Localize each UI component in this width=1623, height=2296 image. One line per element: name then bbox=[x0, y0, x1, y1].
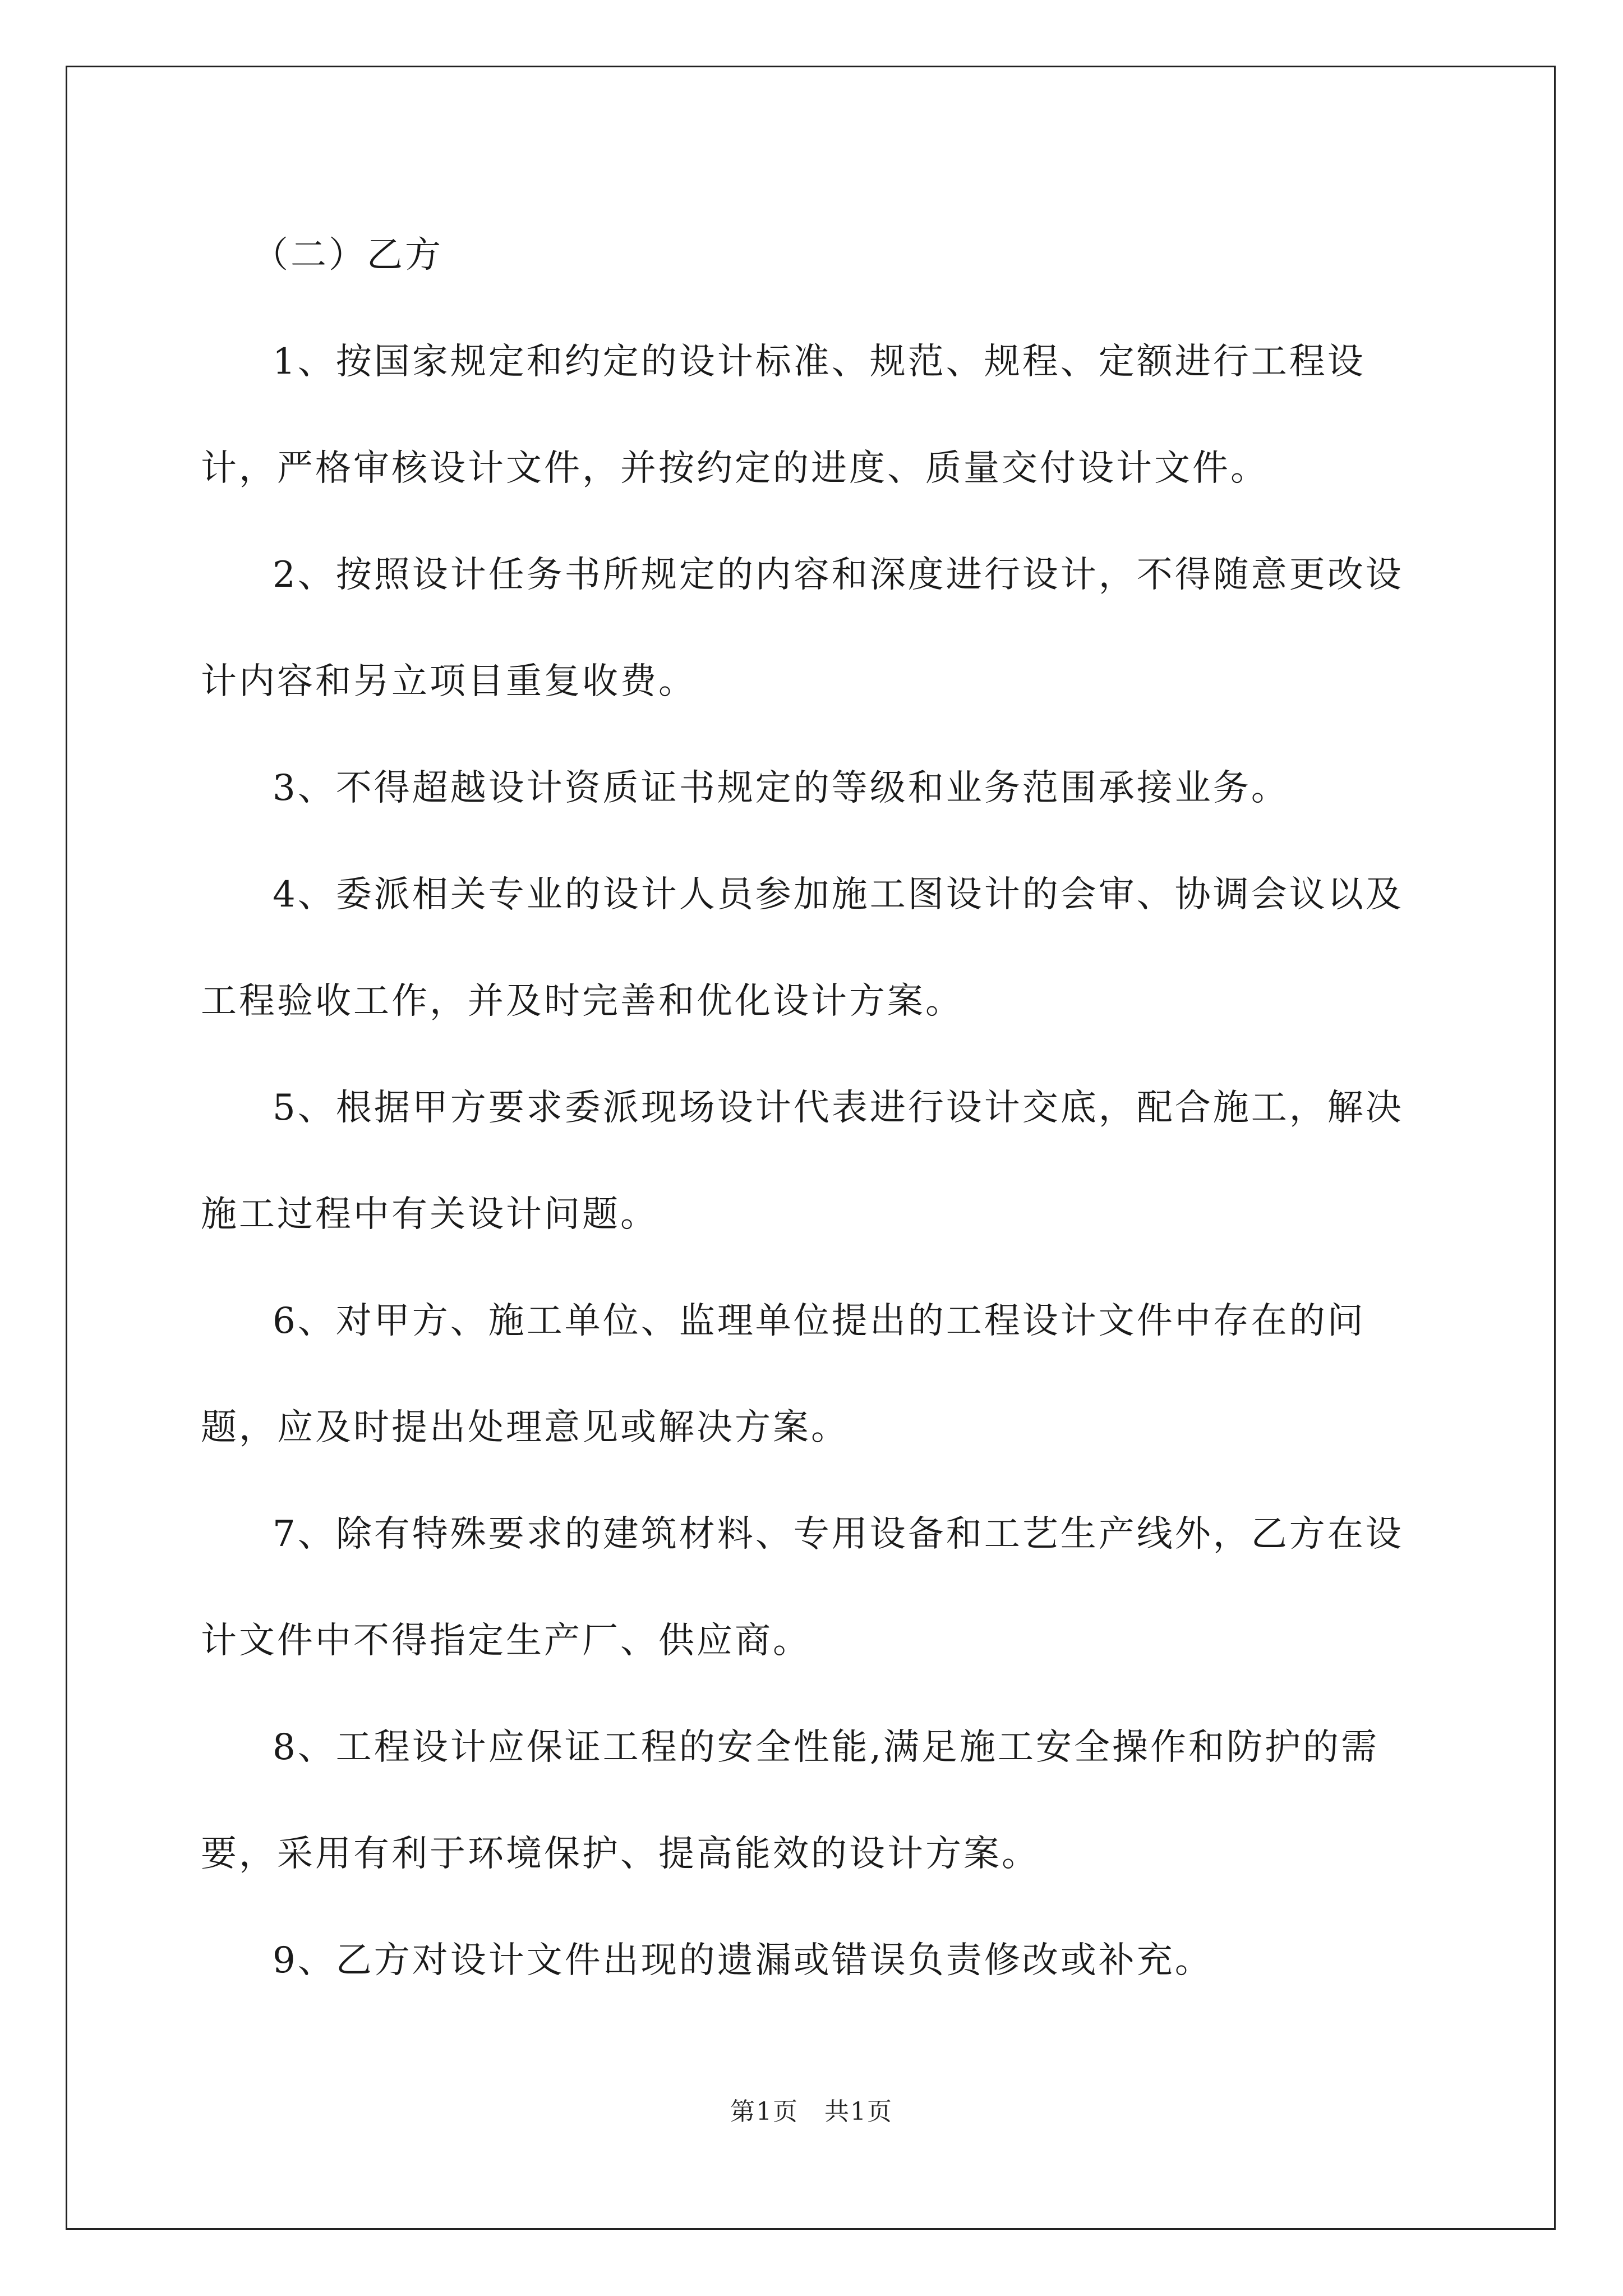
clause-6: 6、对甲方、施工单位、监理单位提出的工程设计文件中存在的问题，应及时提出处理意见或解决方案。 bbox=[201, 1300, 1366, 1448]
clause-2: 2、按照设计任务书所规定的内容和深度进行设计，不得随意更改设计内容和另立项目重复收费。 bbox=[201, 554, 1404, 702]
document-body bbox=[201, 202, 1426, 2014]
section-heading: （二）乙方 bbox=[252, 234, 443, 276]
page-number: 第1页 共1页 bbox=[730, 2097, 893, 2126]
clause-8: 8、工程设计应保证工程的安全性能,满足施工安全操作和防护的需要，采用有利于环境保护、提高能效的设计方案。 bbox=[201, 1727, 1380, 1875]
clause-5: 5、根据甲方要求委派现场设计代表进行设计交底，配合施工，解决施工过程中有关设计问题。 bbox=[201, 1087, 1404, 1235]
clause-3: 3、不得超越设计资质证书规定的等级和业务范围承接业务。 bbox=[273, 767, 1289, 809]
clause-4: 4、委派相关专业的设计人员参加施工图设计的会审、协调会议以及工程验收工作，并及时完善和优化设计方案。 bbox=[201, 874, 1404, 1022]
clause-1: 1、按国家规定和约定的设计标准、规范、规程、定额进行工程设计，严格审核设计文件，并按约定的进度、质量交付设计文件。 bbox=[201, 341, 1366, 489]
clause-7: 7、除有特殊要求的建筑材料、专用设备和工艺生产线外，乙方在设计文件中不得指定生产厂、供应商。 bbox=[201, 1513, 1404, 1662]
clause-9: 9、乙方对设计文件出现的遗漏或错误负责修改或补充。 bbox=[273, 1940, 1213, 1981]
